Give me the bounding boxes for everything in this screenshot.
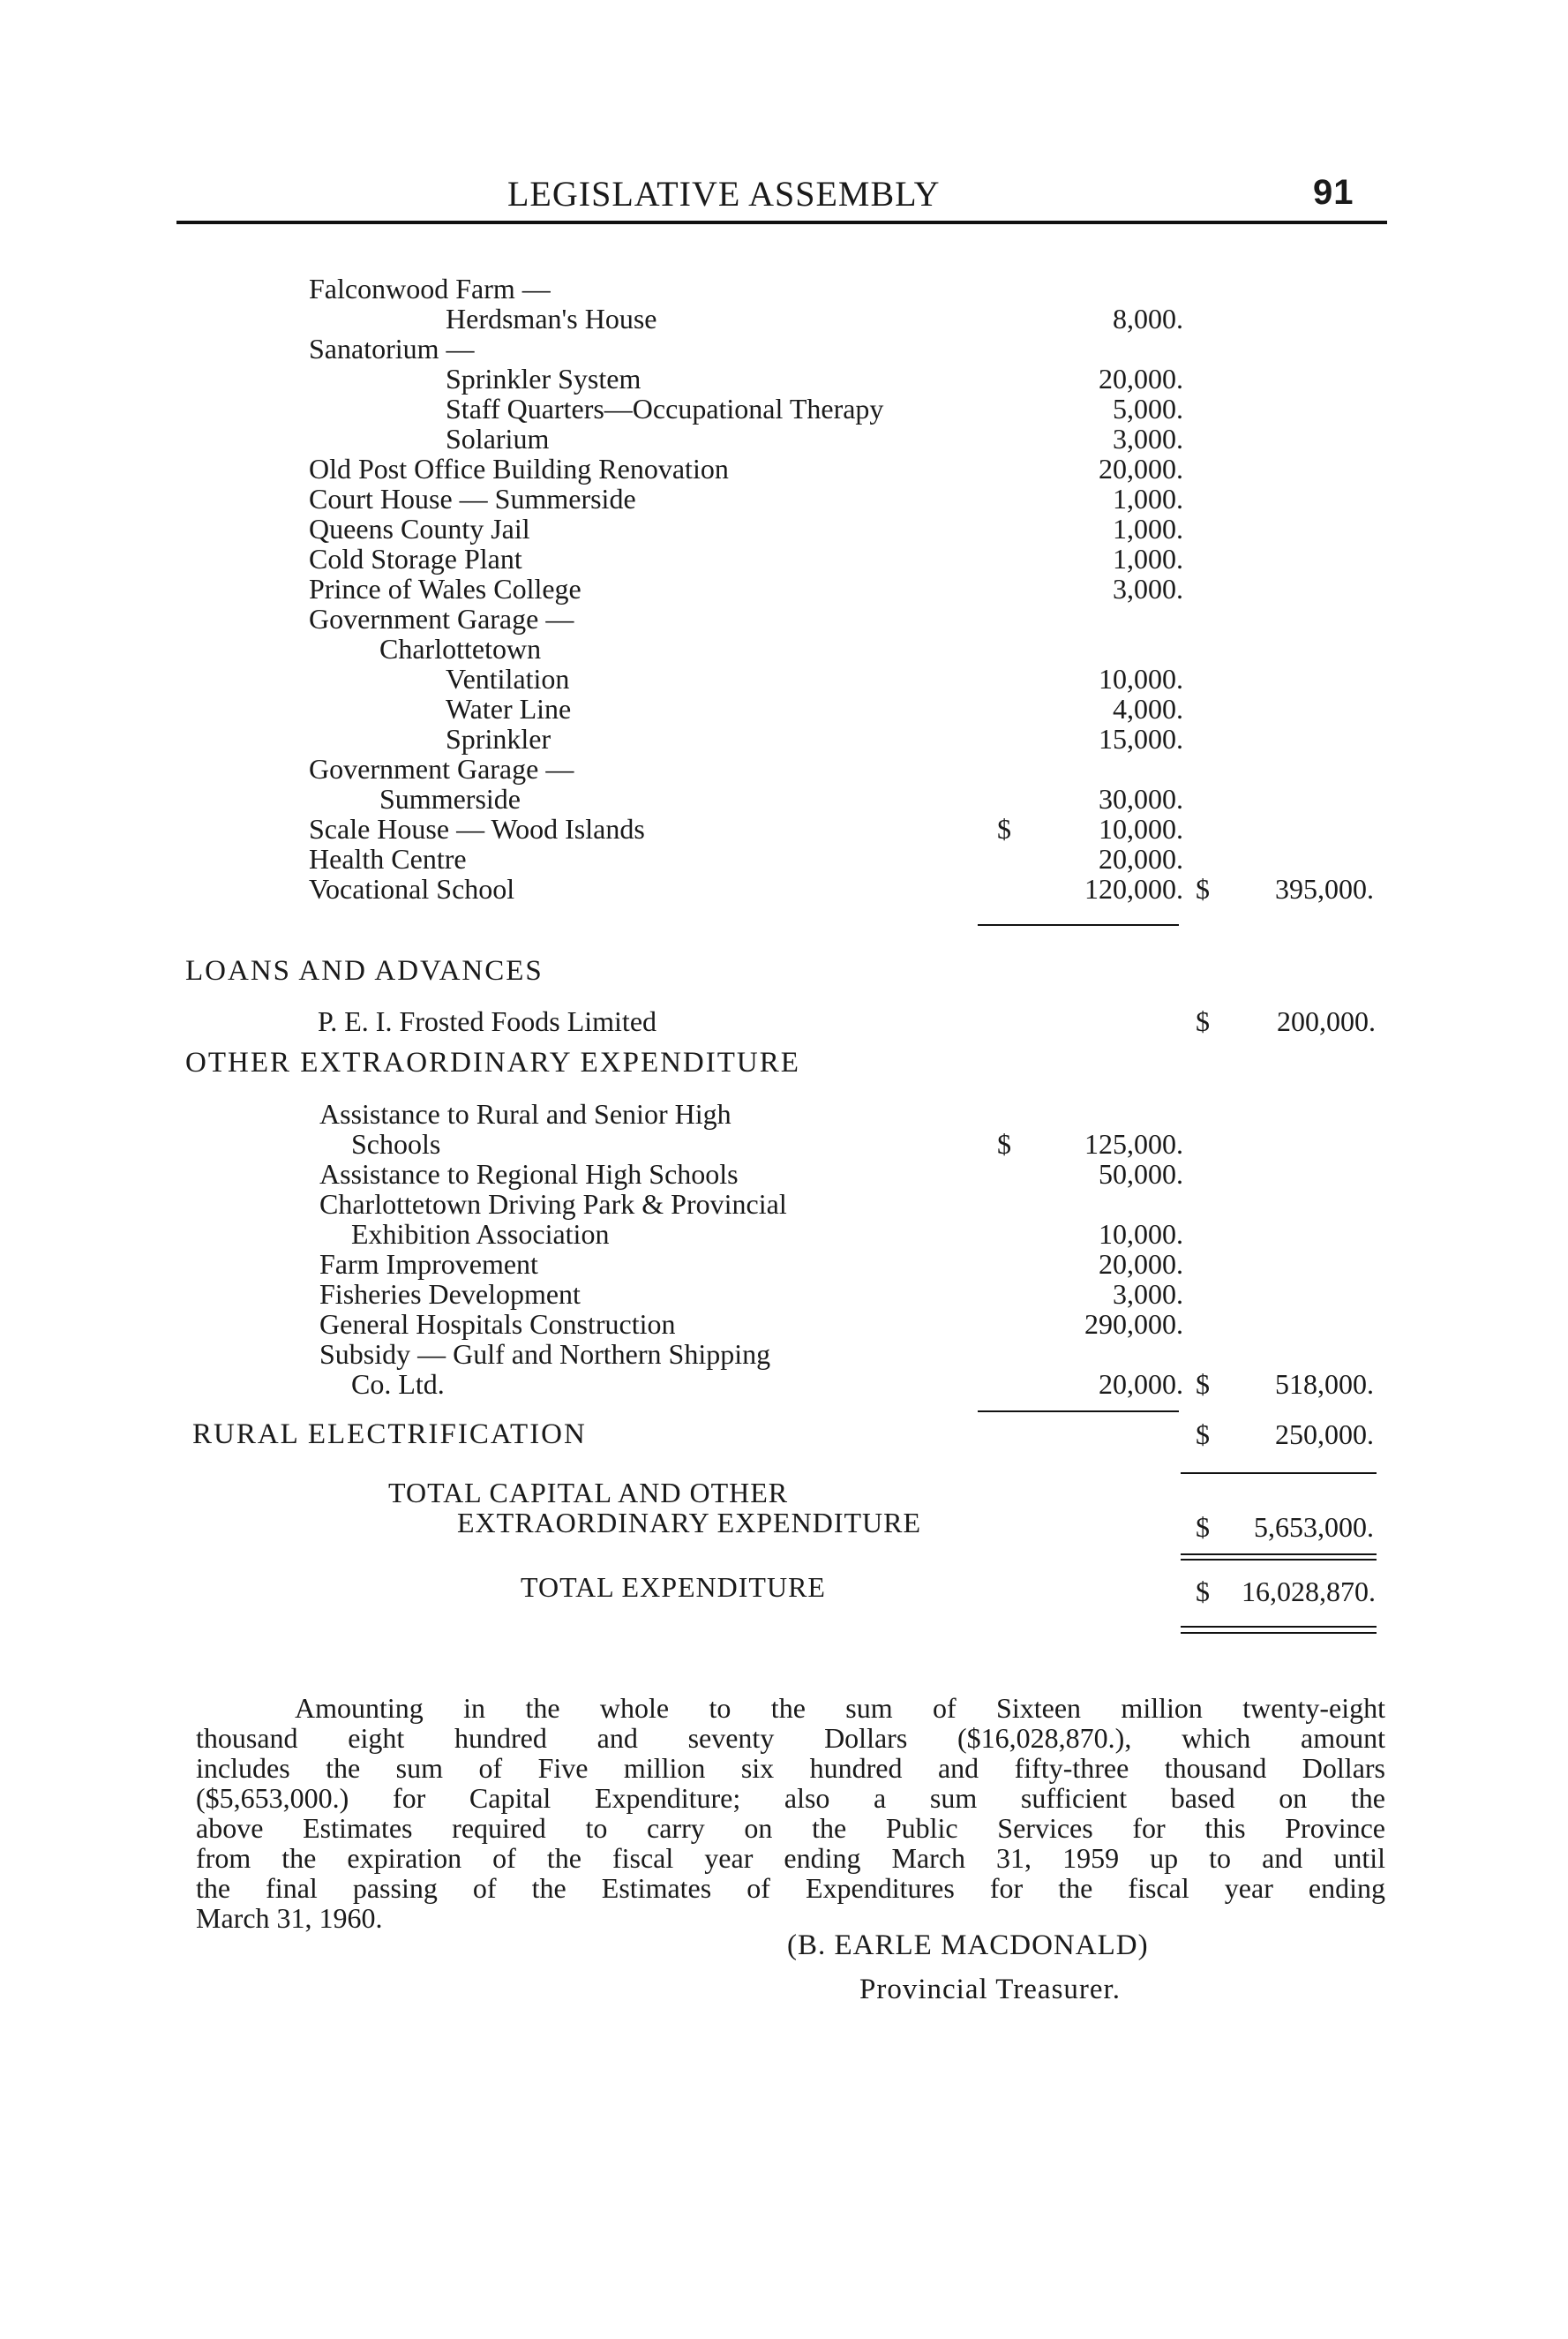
- item-label: Co. Ltd.: [351, 1368, 445, 1400]
- capital-item-row: [0, 364, 1568, 394]
- item-label: Subsidy — Gulf and Northern Shipping: [319, 1338, 771, 1370]
- paragraph-line: Amounting in the whole to the sum of Sixteen million twenty-eight: [295, 1692, 1385, 1724]
- item-dollar-sign: $: [997, 1128, 1011, 1160]
- item-label: Ventilation: [446, 663, 570, 695]
- section-heading-other: OTHER EXTRAORDINARY EXPENDITURE: [185, 1047, 800, 1079]
- item-value: 1,000.: [1113, 483, 1183, 515]
- rural-total-value: 250,000.: [1275, 1418, 1374, 1450]
- subtotal-dollar-sign: $: [1196, 1368, 1210, 1400]
- other-item-row: [0, 1129, 1568, 1159]
- total-capital-value: 5,653,000.: [1254, 1511, 1374, 1543]
- other-item-row: [0, 1279, 1568, 1309]
- item-label: Water Line: [446, 693, 572, 725]
- item-value: 10,000.: [1099, 1218, 1183, 1250]
- capital-item-row: [0, 784, 1568, 814]
- item-value: 1,000.: [1113, 543, 1183, 575]
- capital-item-row: [0, 874, 1568, 904]
- signature-name: (B. EARLE MACDONALD): [787, 1929, 1149, 1961]
- capital-item-row: [0, 514, 1568, 544]
- item-label: Sprinkler System: [446, 363, 641, 395]
- item-label: Fisheries Development: [319, 1278, 581, 1310]
- item-value: 50,000.: [1099, 1158, 1183, 1190]
- item-label: Queens County Jail: [309, 513, 530, 545]
- capital-item-row: [0, 724, 1568, 754]
- item-value: 8,000.: [1113, 303, 1183, 335]
- item-value: 10,000.: [1099, 663, 1183, 695]
- paragraph-line: the final passing of the Estimates of Expenditures for the fiscal year ending: [196, 1872, 1385, 1904]
- capital-item-row: [0, 394, 1568, 424]
- item-label: Sanatorium —: [309, 333, 475, 365]
- capital-item-row: [0, 754, 1568, 784]
- item-value: 20,000.: [1099, 1248, 1183, 1280]
- capital-item-row: [0, 694, 1568, 724]
- total-expenditure-dollar-sign: $: [1196, 1576, 1210, 1607]
- subtotal-dollar-sign: $: [1196, 873, 1210, 905]
- paragraph-line: above Estimates required to carry on the Public Services for this Province: [196, 1812, 1385, 1844]
- header-rule: [176, 221, 1387, 224]
- other-subtotal-rule: [978, 1410, 1179, 1412]
- subtotal-value: 395,000.: [1275, 873, 1374, 905]
- subtotal-value: 200,000.: [1277, 1005, 1376, 1037]
- other-item-row: [0, 1219, 1568, 1249]
- item-value: 4,000.: [1113, 693, 1183, 725]
- item-label: Sprinkler: [446, 723, 551, 755]
- page-title: LEGISLATIVE ASSEMBLY: [507, 174, 941, 214]
- other-item-row: [0, 1309, 1568, 1339]
- item-value: 15,000.: [1099, 723, 1183, 755]
- paragraph-line: includes the sum of Five million six hundred and fifty-three thousand Dollars: [196, 1752, 1385, 1784]
- capital-item-row: [0, 604, 1568, 634]
- total-expenditure-value: 16,028,870.: [1242, 1576, 1376, 1607]
- item-label: Old Post Office Building Renovation: [309, 453, 729, 485]
- item-value: 290,000.: [1084, 1308, 1183, 1340]
- capital-item-row: [0, 274, 1568, 304]
- section-heading-rural: RURAL ELECTRIFICATION: [192, 1418, 587, 1450]
- subtotal-dollar-sign: $: [1196, 1005, 1210, 1037]
- section-heading-loans: LOANS AND ADVANCES: [185, 955, 544, 987]
- total-capital-rule-1: [1181, 1553, 1377, 1555]
- other-item-row: [0, 1369, 1568, 1399]
- item-label: Court House — Summerside: [309, 483, 636, 515]
- item-label: Solarium: [446, 423, 550, 455]
- capital-item-row: [0, 664, 1568, 694]
- item-label: Government Garage —: [309, 603, 574, 635]
- item-label: Scale House — Wood Islands: [309, 813, 645, 845]
- item-value: 20,000.: [1099, 453, 1183, 485]
- item-value: 30,000.: [1099, 783, 1183, 815]
- rural-rule: [1181, 1472, 1377, 1474]
- paragraph-line: thousand eight hundred and seventy Dollars ($16,028,870.), which amount: [196, 1722, 1385, 1754]
- total-capital-rule-2: [1181, 1559, 1377, 1561]
- subtotal-value: 518,000.: [1275, 1368, 1374, 1400]
- total-expenditure-label: TOTAL EXPENDITURE: [521, 1571, 826, 1603]
- rural-electrification-row: [0, 1419, 1568, 1449]
- item-label: Prince of Wales College: [309, 573, 581, 605]
- item-value: 3,000.: [1113, 573, 1183, 605]
- item-value: 20,000.: [1099, 843, 1183, 875]
- item-value: 125,000.: [1084, 1128, 1183, 1160]
- paragraph-line: March 31, 1960.: [196, 1902, 383, 1934]
- item-label: P. E. I. Frosted Foods Limited: [318, 1005, 657, 1037]
- item-dollar-sign: $: [997, 813, 1011, 845]
- capital-item-row: [0, 454, 1568, 484]
- capital-item-row: [0, 574, 1568, 604]
- total-dollar-sign: $: [1196, 1418, 1210, 1450]
- capital-item-row: [0, 544, 1568, 574]
- total-capital-label-line1: TOTAL CAPITAL AND OTHER: [388, 1477, 789, 1508]
- item-label: Schools: [351, 1128, 441, 1160]
- capital-item-row: [0, 334, 1568, 364]
- item-label: Charlottetown: [379, 633, 542, 665]
- closing-paragraph: [196, 1693, 1385, 1933]
- total-expenditure-rule-2: [1181, 1632, 1377, 1634]
- capital-item-row: [0, 304, 1568, 334]
- item-label: Vocational School: [309, 873, 515, 905]
- other-item-row: [0, 1189, 1568, 1219]
- item-label: Herdsman's House: [446, 303, 657, 335]
- item-label: Staff Quarters—Occupational Therapy: [446, 393, 884, 425]
- item-label: Health Centre: [309, 843, 467, 875]
- item-value: 120,000.: [1084, 873, 1183, 905]
- loans-item-row: [0, 1006, 1568, 1036]
- other-item-row: [0, 1339, 1568, 1369]
- item-label: Cold Storage Plant: [309, 543, 522, 575]
- item-value: 1,000.: [1113, 513, 1183, 545]
- total-expenditure-rule-1: [1181, 1626, 1377, 1628]
- paragraph-line: from the expiration of the fiscal year ending March 31, 1959 up to and until: [196, 1842, 1385, 1874]
- item-label: Assistance to Rural and Senior High: [319, 1098, 731, 1130]
- item-label: Falconwood Farm —: [309, 273, 551, 305]
- item-label: Farm Improvement: [319, 1248, 538, 1280]
- other-item-row: [0, 1249, 1568, 1279]
- capital-subtotal-rule: [978, 924, 1179, 926]
- item-label: Summerside: [379, 783, 521, 815]
- total-capital-dollar-sign: $: [1196, 1511, 1210, 1543]
- page-number: 91: [1313, 173, 1354, 212]
- item-label: Exhibition Association: [351, 1218, 610, 1250]
- other-item-row: [0, 1159, 1568, 1189]
- item-value: 3,000.: [1113, 1278, 1183, 1310]
- item-value: 10,000.: [1099, 813, 1183, 845]
- item-value: 5,000.: [1113, 393, 1183, 425]
- item-value: 20,000.: [1099, 1368, 1183, 1400]
- other-item-row: [0, 1099, 1568, 1129]
- item-label: Assistance to Regional High Schools: [319, 1158, 739, 1190]
- signature-title: Provincial Treasurer.: [859, 1974, 1121, 2005]
- capital-item-row: [0, 634, 1568, 664]
- paragraph-line: ($5,653,000.) for Capital Expenditure; also a sum sufficient based on the: [196, 1782, 1385, 1814]
- capital-item-row: [0, 484, 1568, 514]
- item-value: 3,000.: [1113, 423, 1183, 455]
- total-capital-label-line2: EXTRAORDINARY EXPENDITURE: [457, 1507, 922, 1538]
- capital-item-row: [0, 844, 1568, 874]
- item-label: General Hospitals Construction: [319, 1308, 676, 1340]
- capital-item-row: [0, 814, 1568, 844]
- item-label: Government Garage —: [309, 753, 574, 785]
- item-label: Charlottetown Driving Park & Provincial: [319, 1188, 787, 1220]
- item-value: 20,000.: [1099, 363, 1183, 395]
- capital-item-row: [0, 424, 1568, 454]
